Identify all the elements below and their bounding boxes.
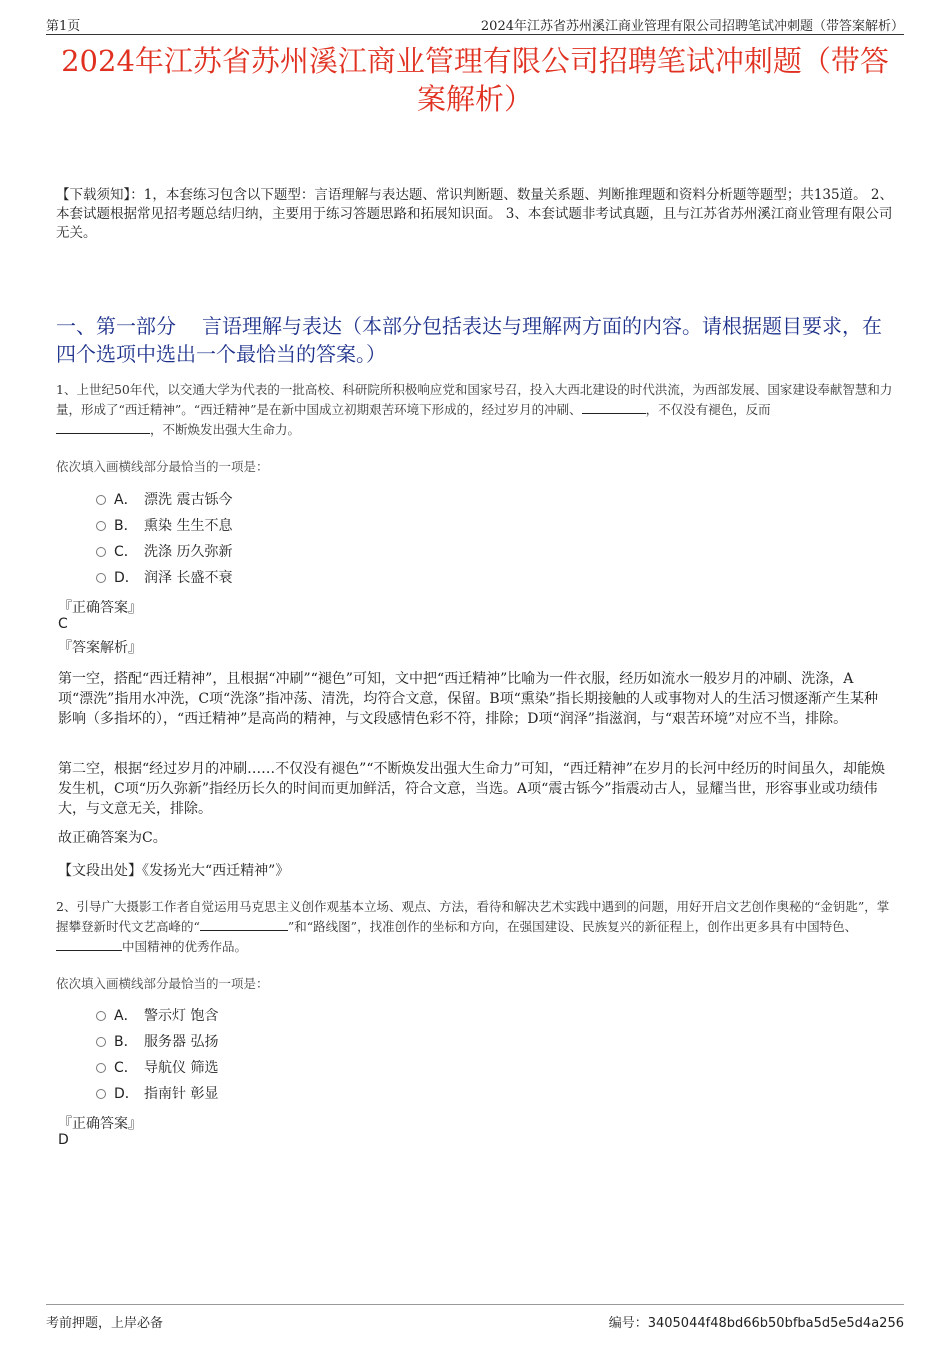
option-d[interactable]: D． 润泽 长盛不衰 — [96, 565, 232, 591]
radio-icon[interactable] — [96, 521, 106, 531]
radio-icon[interactable] — [96, 495, 106, 505]
correct-answer: C — [58, 616, 68, 632]
radio-icon[interactable] — [96, 1011, 106, 1021]
page-footer — [46, 1304, 904, 1331]
option-c[interactable]: C． 导航仪 筛选 — [96, 1055, 218, 1081]
question-2-text — [56, 897, 901, 957]
radio-icon[interactable] — [96, 1063, 106, 1073]
question-2-text-c: 中国精神的优秀作品。 — [122, 939, 248, 954]
question-1-text-c: ，不断焕发出强大生命力。 — [150, 422, 301, 437]
footer-code: 编号：3405044f48bd66b50bfba5d5e5d4a256 — [608, 1316, 904, 1331]
question-1-text-a: 1、上世纪50年代，以交通大学为代表的一批高校、科研院所积极响应党和国家号召，投入大西北建设的时代洪流，为西部发展、国家建设奉献智慧和力量，形成了“西迁精神”。“西迁精神”是在新中国成立初期艰苦环境下形成的，经过岁月的冲刷、 — [56, 382, 893, 417]
option-a[interactable]: A． 漂洗 震古铄今 — [96, 487, 232, 513]
fill-blank-2 — [56, 420, 150, 434]
analysis-label: 『答案解析』 — [58, 640, 142, 656]
question-1-options — [96, 487, 232, 591]
page-header — [46, 12, 904, 35]
radio-icon[interactable] — [96, 1089, 106, 1099]
section-part: 一、第一部分 — [56, 314, 176, 338]
question-1-prompt: 依次填入画横线部分最恰当的一项是： — [56, 459, 269, 474]
option-b[interactable]: B． 熏染 生生不息 — [96, 513, 232, 539]
radio-icon[interactable] — [96, 573, 106, 583]
question-1-text-b: ，不仅没有褪色，反而 — [645, 402, 771, 417]
answer-label: 『正确答案』 — [58, 1116, 142, 1132]
analysis-paragraph-1: 第一空，搭配“西迁精神”，且根据“冲刷”“褪色”可知，文中把“西迁精神”比喻为一件衣服，经历如流水一般岁月的冲刷、洗涤，A项“漂洗”指用水冲洗，C项“洗涤”指冲荡、清洗，均符合文意，保留。B项“熏染”指长期接触的人或事物对人的生活习惯逐渐产生某种影响（多指坏的），“西迁精神”是高尚的精神，与文段感情色彩不符，排除；D项“润泽”指滋润，与“艰苦环境”对应不当，排除。 — [58, 671, 878, 727]
question-2-text-a: 2、引导广大摄影工作者自觉运用马克思主义创作观基本立场、观点、方法，看待和解决艺术实践中遇到的问题，用好开启文艺创作奥秘的“金钥匙”，掌握攀登新时代文艺高峰的“ — [56, 899, 890, 934]
option-d[interactable]: D． 指南针 彰显 — [96, 1081, 218, 1107]
option-c[interactable]: C． 洗涤 历久弥新 — [96, 539, 232, 565]
question-2-options — [96, 1003, 218, 1107]
header-doc-title: 2024年江苏省苏州溪江商业管理有限公司招聘笔试冲刺题（带答案解析） — [480, 19, 904, 34]
fill-blank-1 — [582, 400, 646, 414]
download-notice: 【下载须知】：1，本套练习包含以下题型：言语理解与表达题、常识判断题、数量关系题、判断推理题和资料分析题等题型；共135道。 2、本套试题根据常见招考题总结归纳，主要用于练习答题思路和拓展知识面。 3、本套试题非考试真题，且与江苏省苏州溪江商业管理有限公司无关。 — [56, 187, 893, 241]
option-a[interactable]: A． 警示灯 饱含 — [96, 1003, 218, 1029]
section-title: 言语理解与表达（本部分包括表达与理解两方面的内容。请根据题目要求，在四个选项中选出一个最恰当的答案。） — [56, 314, 882, 366]
footer-slogan: 考前押题，上岸必备 — [46, 1316, 164, 1331]
radio-icon[interactable] — [96, 1037, 106, 1047]
answer-label: 『正确答案』 — [58, 600, 142, 616]
correct-answer: D — [58, 1132, 69, 1148]
question-2-prompt: 依次填入画横线部分最恰当的一项是： — [56, 976, 269, 991]
document-title: 2024年江苏省苏州溪江商业管理有限公司招聘笔试冲刺题（带答案解析） — [61, 44, 889, 116]
section-heading — [56, 312, 901, 368]
radio-icon[interactable] — [96, 547, 106, 557]
analysis-conclusion: 故正确答案为C。 — [58, 830, 167, 846]
question-1-text — [56, 380, 901, 440]
passage-source: 【文段出处】《发扬光大“西迁精神”》 — [58, 863, 290, 879]
page-number-label: 第1页 — [46, 19, 81, 34]
fill-blank-4 — [56, 937, 122, 951]
question-2-text-b: ”和“路线图”，找准创作的坐标和方向，在强国建设、民族复兴的新征程上，创作出更多具有中国特色、 — [287, 919, 858, 934]
option-b[interactable]: B． 服务器 弘扬 — [96, 1029, 218, 1055]
document-code: 3405044f48bd66b50bfba5d5e5d4a256 — [647, 1316, 904, 1331]
analysis-paragraph-2: 第二空，根据“经过岁月的冲刷……不仅没有褪色”“不断焕发出强大生命力”可知，“西迁精神”在岁月的长河中经历的时间虽久，却能焕发生机，C项“历久弥新”指经历长久的时间而更加鲜活，符合文意，当选。A项“震古铄今”指震动古人，显耀当世，形容事业或功绩伟大，与文意无关，排除。 — [58, 761, 885, 817]
fill-blank-3 — [200, 917, 288, 931]
